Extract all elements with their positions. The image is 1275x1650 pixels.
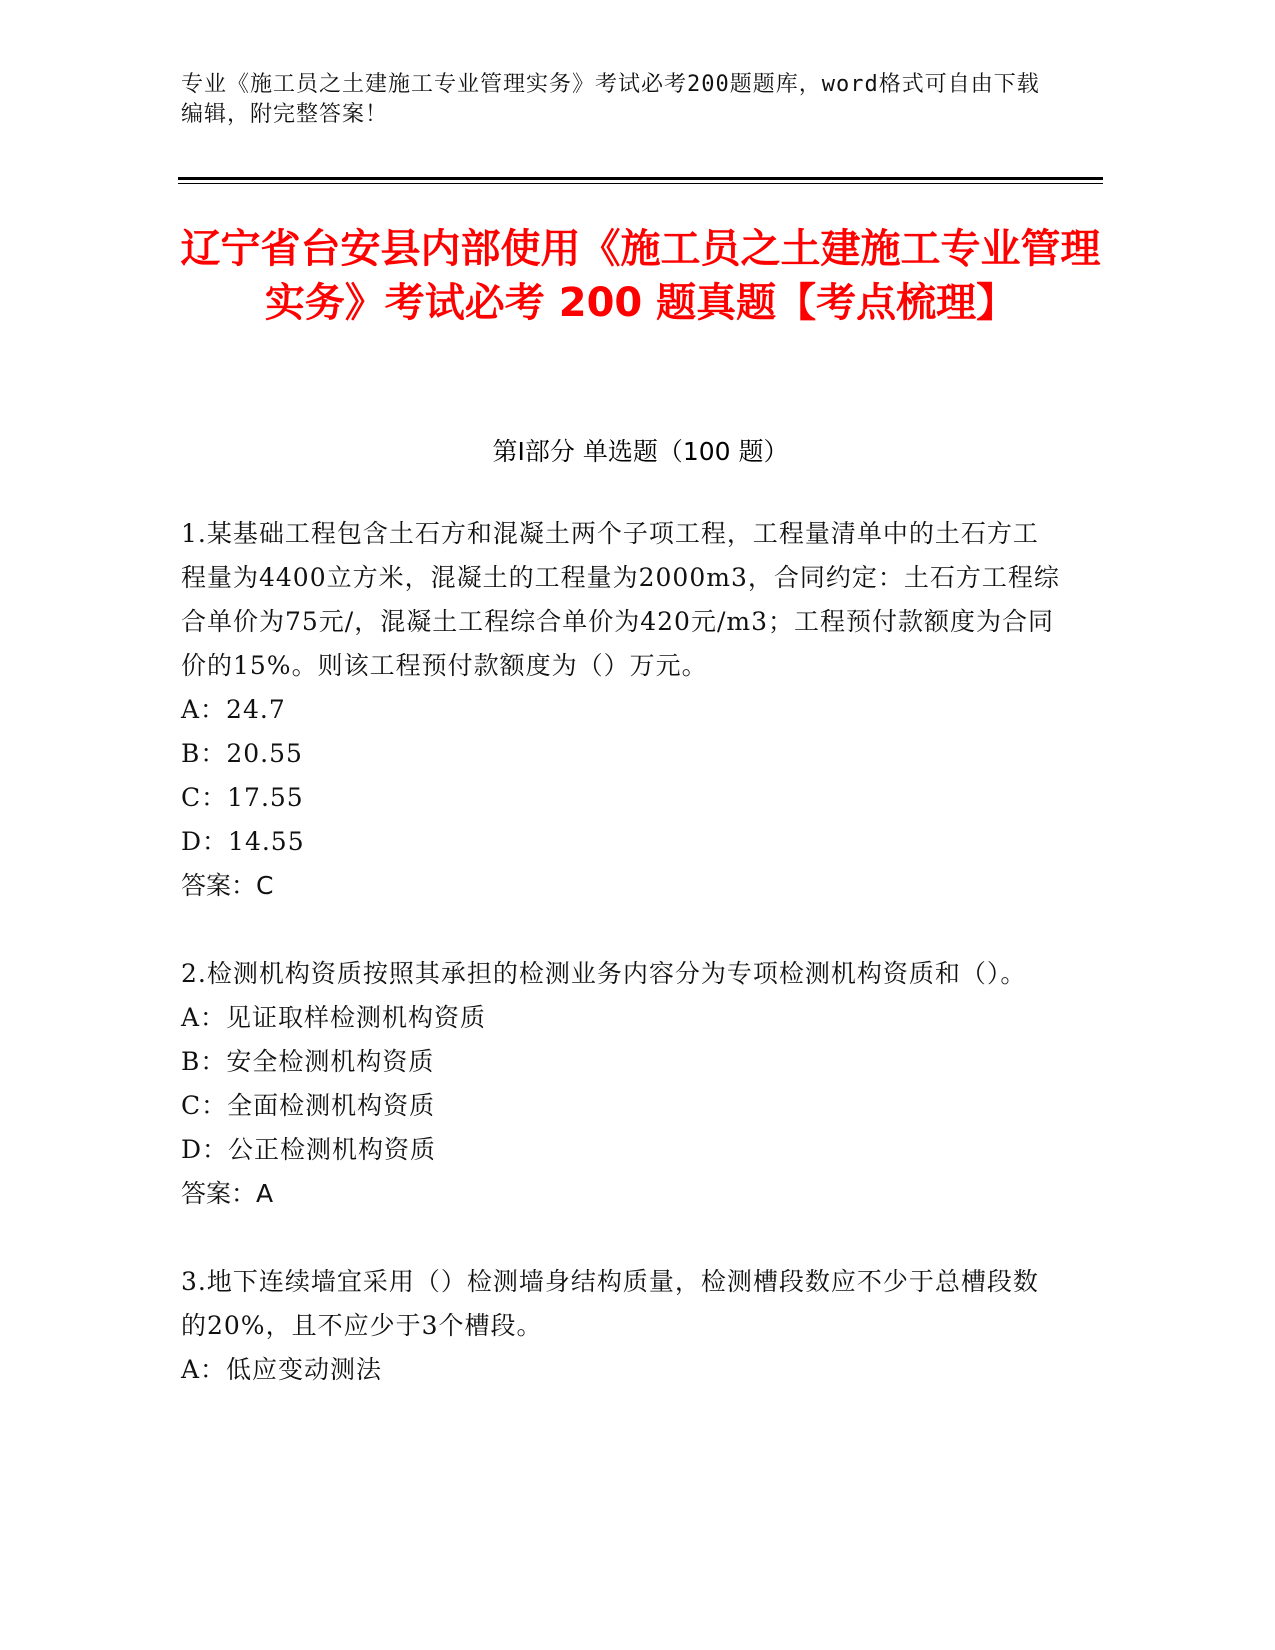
question-list — [181, 512, 1061, 1436]
question-1 — [181, 512, 1061, 908]
question-stem: 2.检测机构资质按照其承担的检测业务内容分为专项检测机构资质和（）。 — [181, 959, 1027, 988]
option-c: C：17.55 — [181, 783, 304, 812]
answer: 答案：A — [181, 1179, 274, 1208]
header-note: 专业《施工员之土建施工专业管理实务》考试必考200题题库，word格式可自由下载编辑，附完整答案！ — [181, 72, 1040, 127]
option-c: C：全面检测机构资质 — [181, 1091, 436, 1120]
header-divider-thin — [178, 183, 1103, 184]
answer: 答案：C — [181, 871, 274, 900]
option-b: B：安全检测机构资质 — [181, 1047, 435, 1076]
question-stem: 1.某基础工程包含土石方和混凝土两个子项工程，工程量清单中的土石方工程量为4400立方米，混凝土的工程量为2000m3，合同约定：土石方工程综合单价为75元/，混凝土工程综合单价为420元/m3；工程预付款额度为合同价的15%。则该工程预付款额度为（）万元。 — [181, 519, 1060, 680]
section-title: 第Ⅰ部分 单选题（100 题） — [492, 437, 789, 466]
option-a: A：见证取样检测机构资质 — [181, 1003, 487, 1032]
option-b: B：20.55 — [181, 739, 303, 768]
option-a: A：24.7 — [181, 695, 286, 724]
question-stem: 3.地下连续墙宜采用（）检测墙身结构质量，检测槽段数应不少于总槽段数的20%，且不应少于3个槽段。 — [181, 1267, 1039, 1340]
option-d: D：公正检测机构资质 — [181, 1135, 437, 1164]
header-divider-thick — [178, 177, 1103, 180]
question-2 — [181, 952, 1061, 1216]
option-a: A：低应变动测法 — [181, 1355, 383, 1384]
option-d: D：14.55 — [181, 827, 305, 856]
document-title: 辽宁省台安县内部使用《施工员之土建施工专业管理实务》考试必考 200 题真题【考点梳理】 — [180, 226, 1101, 326]
question-3 — [181, 1260, 1061, 1392]
